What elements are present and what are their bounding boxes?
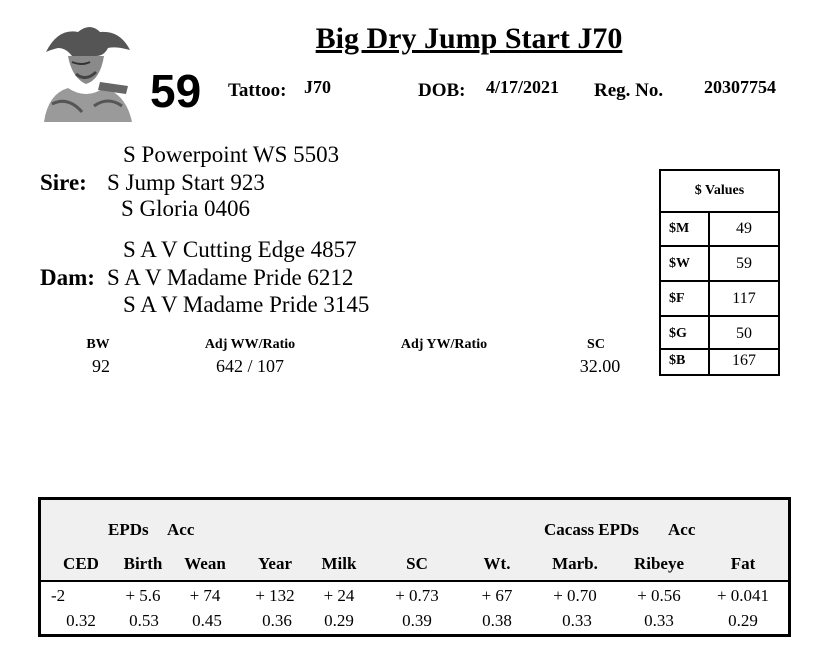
dollar-value: 167 [732, 352, 756, 369]
epd-header-band [41, 500, 788, 582]
col-fat: Fat [730, 554, 756, 573]
dollar-row-f [661, 282, 778, 315]
acc-value-birth: 0.53 [129, 611, 159, 630]
dollar-value: 50 [736, 324, 752, 342]
epd-value-birth: + 5.6 [125, 586, 161, 605]
epd-value-marb: + 0.70 [553, 586, 597, 605]
bw-value: 92 [92, 356, 110, 376]
acc-value-fat: 0.29 [728, 611, 758, 630]
adj-ww-value: 642 / 107 [215, 356, 284, 376]
dollar-value: 49 [736, 219, 752, 237]
tattoo-label: Tattoo: [228, 80, 287, 101]
col-birth: Birth [123, 554, 163, 573]
carcass-acc-label: Acc [668, 520, 696, 539]
epd-value-milk: + 24 [323, 586, 355, 605]
adj-yw-header: Adj YW/Ratio [400, 337, 488, 352]
epd-acc-label: Acc [167, 520, 195, 539]
dollar-values-title: $ Values [661, 171, 778, 213]
dollar-label: $G [661, 317, 710, 350]
sire-sire: S Powerpoint WS 5503 [123, 142, 340, 167]
cowboy-logo [38, 22, 136, 122]
col-ced: CED [63, 554, 99, 573]
col-wean: Wean [184, 554, 226, 573]
sc-value: 32.00 [579, 356, 621, 376]
dam-label: Dam: [40, 265, 95, 290]
col-marb: Marb. [552, 554, 598, 573]
dollar-row-w [661, 247, 778, 280]
acc-value-wean: 0.45 [192, 611, 222, 630]
dollar-row-g [661, 317, 778, 350]
dob-value: 4/17/2021 [486, 77, 560, 97]
acc-value-sc: 0.39 [402, 611, 432, 630]
epd-group-label: EPDs [108, 520, 149, 539]
acc-value-marb: 0.33 [562, 611, 592, 630]
epd-value-wean: + 74 [189, 586, 221, 605]
acc-value-milk: 0.29 [324, 611, 354, 630]
sire-name: S Jump Start 923 [107, 170, 265, 195]
col-wt: Wt. [483, 554, 511, 573]
acc-value-ced: 0.32 [66, 611, 96, 630]
epd-value-fat: + 0.041 [716, 586, 770, 605]
col-sc: SC [406, 554, 428, 573]
sire-label: Sire: [40, 170, 87, 195]
epd-value-sc: + 0.73 [395, 586, 439, 605]
sc-header: SC [587, 337, 605, 352]
sire-dam: S Gloria 0406 [121, 196, 251, 221]
dollar-row-m [661, 212, 778, 245]
epd-table [38, 497, 791, 637]
dollar-label: $M [661, 212, 710, 245]
col-year: Year [258, 554, 292, 573]
carcass-epd-group-label: Cacass EPDs [544, 520, 639, 539]
animal-name-title: Big Dry Jump Start J70 [315, 22, 623, 55]
acc-value-wt: 0.38 [482, 611, 512, 630]
dollar-label: $F [661, 282, 710, 315]
dollar-value: 59 [736, 254, 752, 272]
col-milk: Milk [321, 554, 357, 573]
dollar-value: 117 [732, 289, 756, 307]
bw-header: BW [86, 337, 110, 352]
dollar-values-box [659, 169, 780, 376]
col-ribeye: Ribeye [633, 554, 685, 573]
dam-sire: S A V Cutting Edge 4857 [123, 237, 357, 262]
dollar-label: $W [661, 247, 710, 280]
acc-value-ribeye: 0.33 [644, 611, 674, 630]
reg-no-value: 20307754 [704, 77, 776, 97]
epd-value-ribeye: + 0.56 [637, 586, 681, 605]
reg-no-label: Reg. No. [594, 80, 664, 101]
epd-value-ced: -2 [51, 586, 66, 605]
epd-value-year: + 132 [255, 586, 295, 605]
dollar-row-b [661, 348, 778, 374]
acc-value-year: 0.36 [262, 611, 292, 630]
dam-name: S A V Madame Pride 6212 [107, 265, 354, 290]
lot-number: 59 [150, 65, 202, 117]
adj-ww-header: Adj WW/Ratio [204, 337, 296, 352]
dob-label: DOB: [418, 80, 466, 101]
epd-value-wt: + 67 [481, 586, 513, 605]
dam-dam: S A V Madame Pride 3145 [123, 292, 370, 317]
dollar-label: $B [661, 348, 710, 374]
tattoo-value: J70 [304, 77, 331, 97]
